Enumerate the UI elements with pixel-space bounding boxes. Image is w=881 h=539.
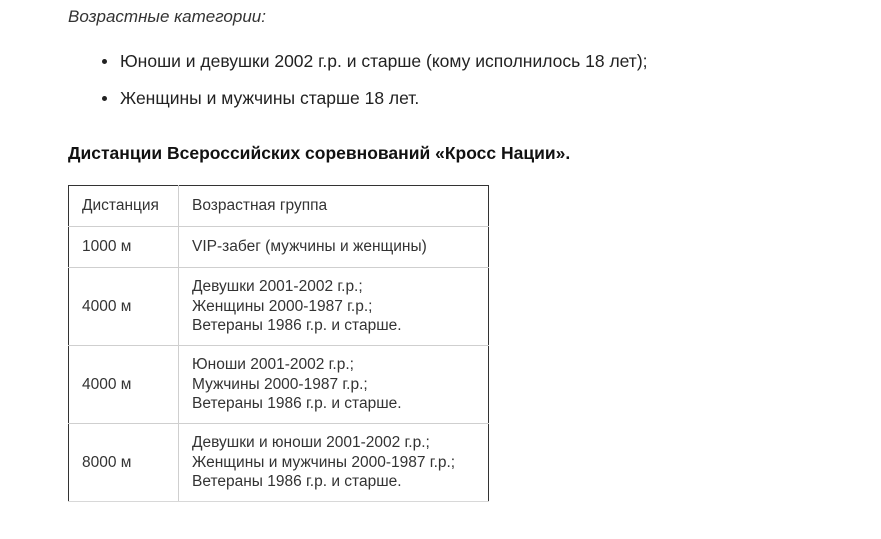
age-group-line: Женщины 2000-1987 г.р.; [192, 297, 373, 315]
age-group-line: Ветераны 1986 г.р. и старше. [192, 473, 402, 491]
age-group-cell [179, 424, 489, 502]
age-group-line: Ветераны 1986 г.р. и старше. [192, 317, 402, 335]
distance-cell: 1000 м [69, 227, 179, 268]
distances-heading: Дистанции Всероссийских соревнований «Кросс Нации». [68, 143, 571, 163]
age-group-line: VIP-забег (мужчины и женщины) [192, 238, 427, 256]
age-group-line: Девушки и юноши 2001-2002 г.р.; [192, 434, 430, 452]
table-row [69, 346, 489, 424]
table-row [69, 268, 489, 346]
distance-cell: 4000 м [69, 268, 179, 346]
column-header-age-group: Возрастная группа [179, 186, 489, 227]
distance-cell: 4000 м [69, 346, 179, 424]
column-header-distance: Дистанция [69, 186, 179, 227]
age-group-line: Женщины и мужчины 2000-1987 г.р.; [192, 453, 456, 471]
table-header-row [69, 186, 489, 227]
table-row [69, 424, 489, 502]
age-group-cell [179, 268, 489, 346]
age-group-cell [179, 227, 489, 268]
age-group-line: Юноши 2001-2002 г.р.; [192, 356, 354, 374]
table-row [69, 227, 489, 268]
age-group-cell [179, 346, 489, 424]
distances-table [68, 185, 489, 502]
age-categories-list [98, 50, 648, 124]
list-item: Юноши и девушки 2002 г.р. и старше (кому исполнилось 18 лет); [98, 50, 648, 87]
age-categories-label: Возрастные категории: [68, 7, 266, 26]
age-group-line: Девушки 2001-2002 г.р.; [192, 278, 363, 296]
distance-cell: 8000 м [69, 424, 179, 502]
list-item: Женщины и мужчины старше 18 лет. [98, 87, 648, 124]
age-group-line: Мужчины 2000-1987 г.р.; [192, 375, 368, 393]
age-group-line: Ветераны 1986 г.р. и старше. [192, 395, 402, 413]
